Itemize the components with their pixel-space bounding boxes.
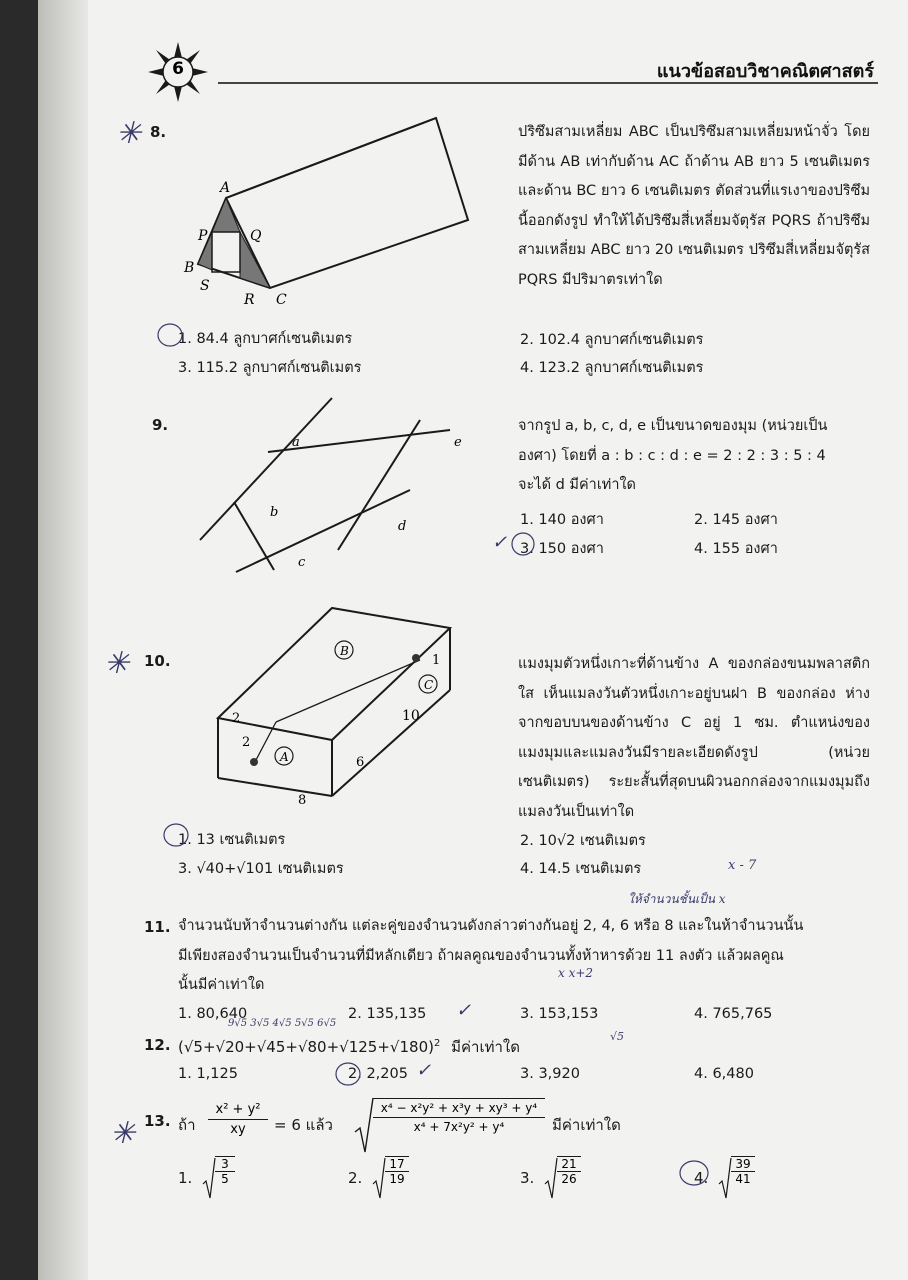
q13-choice-label: 2. bbox=[348, 1169, 363, 1187]
side-b-label: B bbox=[340, 644, 349, 658]
q9-choice-4[interactable]: 4. 155 องศา bbox=[694, 541, 778, 557]
question-8-text: ปริซึมสามเหลี่ยม ABC เป็นปริซึมสามเหลี่ยมหน้าจั่ว โดยมีด้าน AB เท่ากับด้าน AC ถ้าด้าน AB ยาว 5 เซนติเมตร และด้าน BC ยาว 6 เซนติเมตร ตัดส่วนที่แรเงาของปริซึมนี้ออกดังรูป ทำให้ได้ปริซึมสี่เหลี่ยมจัตุรัส PQRS ถ้าปริซึมสามเหลี่ยม ABC ยาว 20 เซนติเมตร ปริซึมสี่เหลี่ยมจัตุรัส PQRS มีปริมาตรเท่าใด bbox=[518, 124, 870, 288]
q8-choice-4[interactable]: 4. 123.2 ลูกบาศก์เซนติเมตร bbox=[520, 360, 704, 376]
question-11-text bbox=[178, 912, 878, 1001]
q13-cond-num: x² + y² bbox=[208, 1102, 268, 1120]
radical-sign-icon bbox=[202, 1156, 216, 1200]
q8-choice-2[interactable]: 2. 102.4 ลูกบาศก์เซนติเมตร bbox=[520, 332, 704, 348]
q10-choice-4[interactable]: 4. 14.5 เซนติเมตร bbox=[520, 861, 642, 877]
q13-choice-1[interactable] bbox=[178, 1154, 328, 1202]
label-c: C bbox=[276, 292, 287, 308]
q13-rad-den: x⁴ + 7x²y² + y⁴ bbox=[413, 1120, 505, 1134]
label-q: Q bbox=[250, 228, 262, 244]
question-11-number: 11. bbox=[144, 918, 171, 936]
q13-answer-circle bbox=[678, 1158, 710, 1188]
question-12-expression bbox=[178, 1035, 520, 1059]
q9-line-3: จะได้ d มีค่าเท่าใด bbox=[518, 477, 636, 493]
radical-sign-icon bbox=[544, 1156, 558, 1200]
handwritten-note: √5 bbox=[610, 1030, 625, 1043]
q11-choice-2[interactable]: 2. 135,135 bbox=[348, 1006, 427, 1022]
q13-choice-label: 3. bbox=[520, 1169, 535, 1187]
dim-8: 8 bbox=[298, 793, 307, 808]
q13-choice-4[interactable] bbox=[694, 1154, 844, 1202]
q12-choice-1[interactable]: 1. 1,125 bbox=[178, 1066, 238, 1082]
asterisk-mark-icon: ✳ bbox=[110, 1116, 136, 1151]
header-title: แนวข้อสอบวิชาคณิตศาสตร์ bbox=[656, 61, 874, 82]
angle-c-label: c bbox=[298, 555, 306, 570]
handwritten-note: x - 7 bbox=[728, 858, 757, 873]
q9-choice-3[interactable]: 3. 150 องศา bbox=[520, 541, 604, 557]
dim-2-side: 2 bbox=[242, 735, 251, 750]
label-p: P bbox=[198, 228, 208, 244]
handwritten-note: ให้จำนวนชั้นเป็น x bbox=[628, 892, 726, 906]
dim-2-top: 2 bbox=[232, 711, 241, 726]
q13-choice-num: 39 bbox=[731, 1157, 755, 1172]
q8-answer-circle bbox=[156, 322, 184, 348]
q13-sqrt-fraction bbox=[731, 1156, 755, 1186]
label-b: B bbox=[184, 260, 195, 276]
question-13-number: 13. bbox=[144, 1112, 171, 1130]
q13-prefix: ถ้า bbox=[178, 1116, 196, 1134]
label-s: S bbox=[200, 278, 210, 294]
angle-a-label: a bbox=[292, 435, 300, 450]
question-9-text bbox=[518, 412, 870, 501]
q11-choice-3[interactable]: 3. 153,153 bbox=[520, 1006, 599, 1022]
q11-line-2: มีเพียงสองจำนวนเป็นจำนวนที่มีหลักเดียว ถ้าผลคูณของจำนวนทั้งห้าหารด้วย 11 ลงตัว แล้วผลคูณ bbox=[178, 947, 784, 964]
q13-choice-den: 19 bbox=[389, 1172, 405, 1186]
page-binding-shadow bbox=[38, 0, 88, 1280]
handwritten-work: 9√5 3√5 4√5 5√5 6√5 bbox=[228, 1018, 337, 1029]
q13-radicand bbox=[373, 1098, 545, 1134]
q12-answer-circle bbox=[334, 1061, 362, 1087]
page-number: 6 bbox=[172, 59, 184, 79]
q9-line-1: จากรูป a, b, c, d, e เป็นขนาดของมุม (หน่วยเป็น bbox=[518, 418, 828, 434]
angle-d-label: d bbox=[398, 519, 407, 534]
q13-choice-3[interactable] bbox=[520, 1154, 670, 1202]
q13-suffix: มีค่าเท่าใด bbox=[552, 1116, 621, 1134]
dim-10: 10 bbox=[402, 708, 420, 724]
q9-choice-1[interactable]: 1. 140 องศา bbox=[520, 512, 604, 528]
handwritten-note: x x+2 bbox=[558, 966, 594, 980]
dim-6: 6 bbox=[356, 755, 365, 770]
q11-choice-4[interactable]: 4. 765,765 bbox=[694, 1006, 773, 1022]
q13-rad-num: x⁴ − x²y² + x³y + xy³ + y⁴ bbox=[373, 1099, 545, 1118]
q9-line-2: องศา) โดยที่ a : b : c : d : e = 2 : 2 : 3 : 5 : 4 bbox=[518, 447, 826, 464]
q12-exponent: 2 bbox=[433, 1038, 441, 1049]
q13-choice-den: 41 bbox=[735, 1172, 751, 1186]
label-a: A bbox=[220, 180, 231, 196]
asterisk-mark-icon: ✳ bbox=[116, 116, 142, 151]
question-13-expression bbox=[178, 1096, 698, 1156]
question-12-number: 12. bbox=[144, 1036, 171, 1054]
q13-choice-label: 4. bbox=[694, 1169, 709, 1187]
q13-sqrt-fraction bbox=[557, 1156, 581, 1186]
radical-sign-icon bbox=[354, 1096, 374, 1156]
page-number-badge bbox=[148, 42, 208, 102]
q13-choice-label: 1. bbox=[178, 1169, 193, 1187]
q13-choice-den: 5 bbox=[221, 1172, 229, 1186]
dim-1: 1 bbox=[432, 653, 441, 668]
question-9-angle-figure bbox=[188, 390, 462, 590]
angle-b-label: b bbox=[270, 505, 279, 520]
q9-choice-2[interactable]: 2. 145 องศา bbox=[694, 512, 778, 528]
asterisk-mark-icon: ✳ bbox=[104, 646, 130, 681]
question-9-number: 9. bbox=[152, 416, 169, 434]
side-a-label: A bbox=[280, 750, 289, 764]
question-10-text: แมงมุมตัวหนึ่งเกาะที่ด้านข้าง A ของกล่องขนมพลาสติกใส เห็นแมลงวันตัวหนึ่งเกาะอยู่บนฝา B ของกล่อง ห่างจากขอบบนของด้านข้าง C อยู่ 1 ซม. ตำแหน่งของแมงมุมและแมลงวันมีรายละเอียดดังรูป (หน่วยเซนติเมตร) ระยะสั้นที่สุดบนผิวนอกกล่องจากแมงมุมถึงแมลงวันเป็นเท่าใด bbox=[518, 656, 870, 820]
question-8-number: 8. bbox=[150, 123, 167, 141]
q13-condition-fraction bbox=[208, 1102, 268, 1137]
q12-choice-4[interactable]: 4. 6,480 bbox=[694, 1066, 754, 1082]
q12-expr: (√5+√20+√45+√80+√125+√180) bbox=[178, 1038, 434, 1056]
q11-choice-1[interactable]: 1. 80,640 bbox=[178, 1006, 248, 1022]
angle-e-label: e bbox=[454, 435, 462, 450]
q13-cond-rhs: = 6 แล้ว bbox=[274, 1116, 333, 1134]
q13-sqrt-fraction bbox=[385, 1156, 409, 1186]
radical-sign-icon bbox=[718, 1156, 732, 1200]
q13-choice-num: 21 bbox=[557, 1157, 581, 1172]
q11-line-1: จำนวนนับห้าจำนวนต่างกัน แต่ละคู่ของจำนวนดังกล่าวต่างกันอยู่ 2, 4, 6 หรือ 8 และในห้าจำนวนนั้น bbox=[178, 918, 804, 934]
header-divider bbox=[218, 82, 878, 84]
checkmark-icon: ✓ bbox=[456, 1000, 472, 1021]
question-10-box-figure bbox=[206, 600, 456, 808]
q10-choice-2[interactable]: 2. 10√2 เซนติเมตร bbox=[520, 833, 646, 849]
q8-choice-1[interactable]: 1. 84.4 ลูกบาศก์เซนติเมตร bbox=[178, 331, 353, 347]
q13-choice-num: 3 bbox=[215, 1157, 235, 1172]
q8-choice-3[interactable]: 3. 115.2 ลูกบาศก์เซนติเมตร bbox=[178, 360, 362, 376]
question-10-number: 10. bbox=[144, 652, 171, 670]
book-page bbox=[38, 0, 908, 1280]
question-8-prism-figure bbox=[168, 110, 508, 310]
q13-choice-num: 17 bbox=[385, 1157, 409, 1172]
radical-sign-icon bbox=[372, 1156, 386, 1200]
q10-choice-3[interactable]: 3. √40+√101 เซนติเมตร bbox=[178, 861, 344, 877]
checkmark-icon: ✓ bbox=[416, 1060, 432, 1081]
q11-line-3: นั้นมีค่าเท่าใด bbox=[178, 977, 265, 993]
side-c-label: C bbox=[424, 678, 434, 692]
q10-answer-circle bbox=[162, 822, 190, 848]
q13-choice-2[interactable] bbox=[348, 1154, 498, 1202]
q13-sqrt-fraction bbox=[215, 1156, 235, 1186]
q13-cond-den: xy bbox=[230, 1122, 246, 1137]
label-r: R bbox=[244, 292, 255, 308]
q12-choice-2[interactable]: 2. 2,205 bbox=[348, 1066, 408, 1082]
q9-answer-circle bbox=[510, 531, 536, 557]
q12-choice-3[interactable]: 3. 3,920 bbox=[520, 1066, 580, 1082]
q13-choice-den: 26 bbox=[561, 1172, 577, 1186]
q10-choice-1[interactable]: 1. 13 เซนติเมตร bbox=[178, 832, 286, 848]
q12-suffix: มีค่าเท่าใด bbox=[451, 1038, 520, 1056]
checkmark-icon: ✓ bbox=[492, 532, 508, 553]
